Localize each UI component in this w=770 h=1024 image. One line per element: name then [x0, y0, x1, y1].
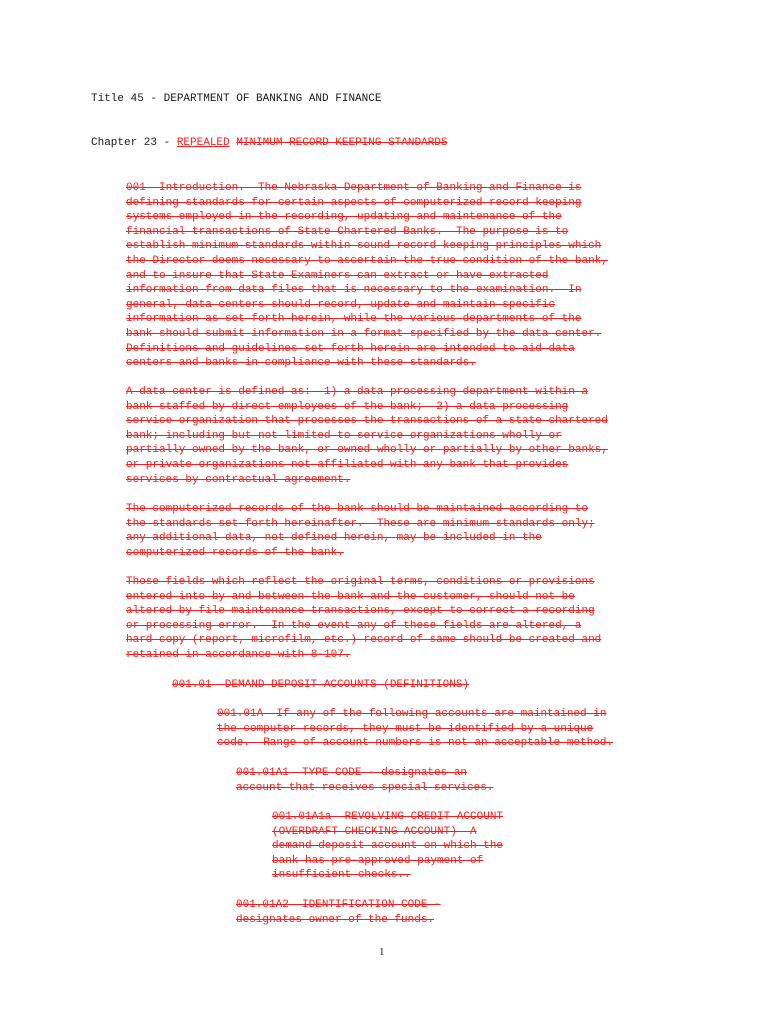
- paragraph-data-center-definition: A data center is defined as: 1) a data processing department within a bank staffed by direct employees of the bank; 2) a data processing service organization that processes the transactions of a state chartered bank; including but not limited to service organizations wholly or partially owned by the bank, or owned wholly or partially by other banks, or private organizations not affiliated with any bank that provides services by contractual agreement.: [126, 386, 608, 486]
- paragraph-introduction: 001 Introduction. The Nebraska Department of Banking and Finance is defining standards for certain aspects of computerized record keeping systems employed in the recording, updating and maintenance of the financial transactions of State Chartered Banks. The purpose is to establish minimum standards within sound record keeping principles which the Director deems necessary to ascertain the true condition of the bank, and to insure that State Examiners can extract or have extracted information from data files that is necessary to the examination. In general, data centers should record, update and maintain specific information as set forth herein, while the various departments of the bank should submit information in a format specified by the data center. Definitions and guidelines set forth herein are intended to aid data centers and banks in compliance with these standards.: [126, 182, 608, 370]
- section-001-01A: 001.01A If any of the following accounts are maintained in the computer records, they must be identified by a unique code. Range of account numbers is not an acceptable method.: [217, 708, 614, 750]
- section-001-01A1a: 001.01A1a REVOLVING CREDIT ACCOUNT (OVERDRAFT CHECKING ACCOUNT) A demand deposit account on which the bank has pre-approved payment of insufficient checks..: [272, 811, 504, 882]
- paragraph-computerized-records: The computerized records of the bank should be maintained according to the standards set forth hereinafter. These are minimum standards only; any additional data, not defined herein, may be included in the computerized records of the bank.: [126, 503, 595, 559]
- section-001-01A1: 001.01A1 TYPE CODE - designates an account that receives special services.: [236, 767, 494, 794]
- page-number: 1: [379, 946, 385, 958]
- section-001-01-heading: 001.01 DEMAND DEPOSIT ACCOUNTS (DEFINITIONS): [172, 679, 470, 691]
- chapter-name: MINIMUM RECORD KEEPING STANDARDS: [236, 137, 448, 149]
- chapter-repealed-label: REPEALED: [176, 137, 230, 149]
- paragraph-fields-alteration: Those fields which reflect the original terms, conditions or provisions entered into by and between the bank and the customer, should not be altered by file maintenance transactions, except to correct a recording or processing error. In the event any of these fields are altered, a hard copy (report, microfilm, etc.) record of same should be created and retained in accordance with 8-107.: [126, 576, 602, 661]
- chapter-prefix: Chapter 23 -: [91, 137, 177, 149]
- chapter-heading: [91, 136, 447, 151]
- section-001-01A2: 001.01A2 IDENTIFICATION CODE - designates owner of the funds.: [236, 899, 441, 926]
- title-line: Title 45 - DEPARTMENT OF BANKING AND FINANCE: [91, 93, 382, 105]
